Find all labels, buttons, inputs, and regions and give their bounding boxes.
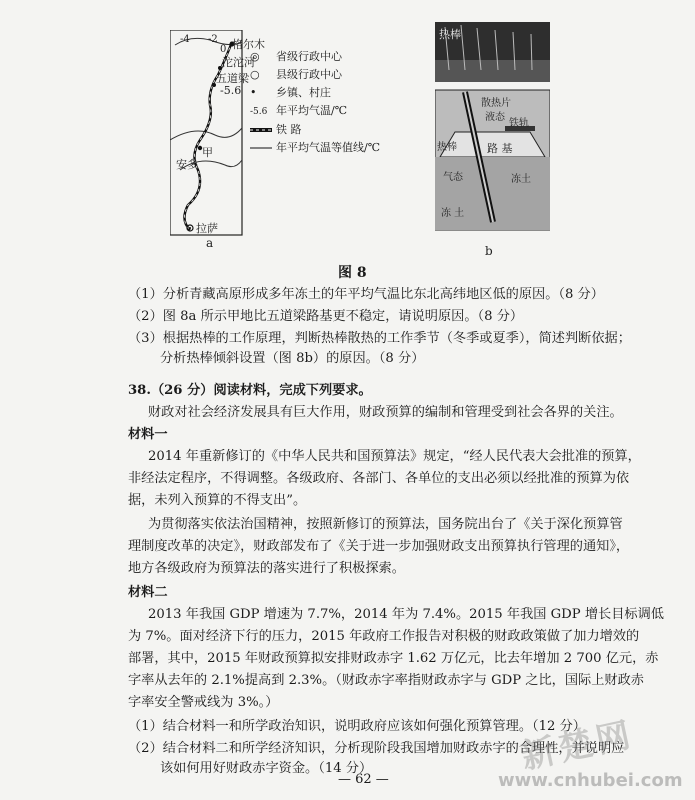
legend-symbol: ◎ xyxy=(250,50,260,63)
material-1-line: 2014 年重新修订的《中华人民共和国预算法》规定，“经人民代表大会批准的预算， xyxy=(148,449,641,464)
legend-symbol: ○ xyxy=(250,68,260,81)
q38-task-2: （2）结合材料二和所学经济知识，分析现阶段我国增加财政赤字的合理性，并说明应 xyxy=(128,741,625,756)
label-heat-sink: 散热片 xyxy=(481,98,511,109)
legend-item: ○ 县级行政中心 xyxy=(250,66,380,84)
isotherm-label: -2 xyxy=(208,34,218,45)
material-1-title: 材料一 xyxy=(128,427,168,442)
map-label-anduo: 安多 xyxy=(176,158,198,171)
material-2-line: 字率安全警戒线为 3%。） xyxy=(128,695,279,710)
label-gas: 气态 xyxy=(443,172,463,183)
isotherm-label: -4 xyxy=(180,34,190,45)
label-frozen: 冻土 xyxy=(511,174,531,185)
legend-item: • 乡镇、村庄 xyxy=(250,84,380,102)
legend-symbol: • xyxy=(250,86,257,99)
map-label-wudaoliang-temp: -5.6 xyxy=(220,84,242,97)
material-2-line: 字率从去年的 2.1%提高到 2.3%。（财政赤字率指财政赤字与 GDP 之比，国际上财政赤 xyxy=(128,673,644,688)
label-permafrost: 冻 土 xyxy=(441,208,465,219)
label-roadbed: 路 基 xyxy=(487,142,513,155)
q38-task-1: （1）结合材料一和所学政治知识，说明政府应该如何强化预算管理。（12 分） xyxy=(128,719,586,734)
page-number: — 62 — xyxy=(338,772,389,787)
material-1-line: 据，未列入预算的不得支出”。 xyxy=(128,493,307,508)
legend-item: -5.6 年平均气温/℃ xyxy=(250,102,380,121)
legend-item: 年平均气温等值线/℃ xyxy=(250,139,380,157)
watermark-logo: 新楚网 xyxy=(517,714,638,778)
map-label-jia: 甲 xyxy=(202,146,213,159)
legend-item: 铁 路 xyxy=(250,121,380,139)
figure-b-caption: b xyxy=(485,244,493,258)
material-2-title: 材料二 xyxy=(128,585,168,600)
material-2-line: 2013 年我国 GDP 增速为 7.7%，2014 年为 7.4%。2015 年我国 GDP 增长目标调低 xyxy=(148,607,664,622)
photo-label: 热棒 xyxy=(439,28,461,41)
legend-item: ◎ 省级行政中心 xyxy=(250,48,380,66)
q37-part-3-cont: 分析热棒倾斜设置（图 8b）的原因。（8 分） xyxy=(160,351,425,366)
material-2-line: 部署，其中，2015 年财政预算拟安排财政赤字 1.62 万亿元，比去年增加 2 700 亿元，赤 xyxy=(128,651,659,666)
q38-heading: 38.（26 分）阅读材料，完成下列要求。 xyxy=(128,383,372,398)
map-label-geermu: 格尔木 xyxy=(232,38,265,51)
figure-a-map xyxy=(170,30,425,250)
figure-a-caption: a xyxy=(206,236,214,250)
label-liquid: 液态 xyxy=(485,112,505,123)
figure-title: 图 8 xyxy=(338,265,367,281)
map-label-tuotuohe: 沱沱河 xyxy=(222,56,255,69)
material-1-line: 为贯彻落实依法治国精神，按照新修订的预算法，国务院出台了《关于深化预算管 xyxy=(148,517,623,532)
q37-part-2: （2）图 8a 所示甲地比五道梁路基更不稳定，请说明原因。（8 分） xyxy=(128,309,524,324)
legend-iso-symbol xyxy=(250,139,276,157)
material-1-line: 理制度改革的决定》，财政部发布了《关于进一步加强财政支出预算执行管理的通知》， xyxy=(128,539,630,554)
legend-rail-symbol xyxy=(250,121,276,139)
material-1-line: 地方各级政府为预算法的落实进行了积极探索。 xyxy=(128,561,405,576)
q38-task-2-cont: 该如何用好财政赤字资金。（14 分） xyxy=(160,761,373,776)
figure-b-heat-rod xyxy=(435,22,550,258)
label-heat-rod: 热棒 xyxy=(437,142,457,153)
q37-part-3: （3）根据热棒的工作原理，判断热棒散热的工作季节（冬季或夏季），简述判断依据； xyxy=(128,331,631,346)
map-legend xyxy=(250,48,380,157)
legend-symbol: -5.6 xyxy=(250,107,268,117)
q37-part-1: （1）分析青藏高原形成多年冻土的年平均气温比东北高纬地区低的原因。（8 分） xyxy=(128,287,604,302)
q38-intro: 财政对社会经济发展具有巨大作用，财政预算的编制和管理受到社会各界的关注。 xyxy=(148,405,623,420)
material-1-line: 非经法定程序，不得调整。各级政府、各部门、各单位的支出必须以经批准的预算为依 xyxy=(128,471,630,486)
material-2-line: 为 7%。面对经济下行的压力，2015 年政府工作报告对积极的财政政策做了加力增效的 xyxy=(128,629,640,644)
isotherm-label: 0 xyxy=(220,44,227,55)
label-railway: 铁轨 xyxy=(509,118,529,129)
map-label-wudaoliang: 五道梁 xyxy=(216,72,249,85)
map-label-lhasa: 拉萨 xyxy=(196,222,218,235)
watermark-url: www.cnhubei.com xyxy=(498,770,683,791)
